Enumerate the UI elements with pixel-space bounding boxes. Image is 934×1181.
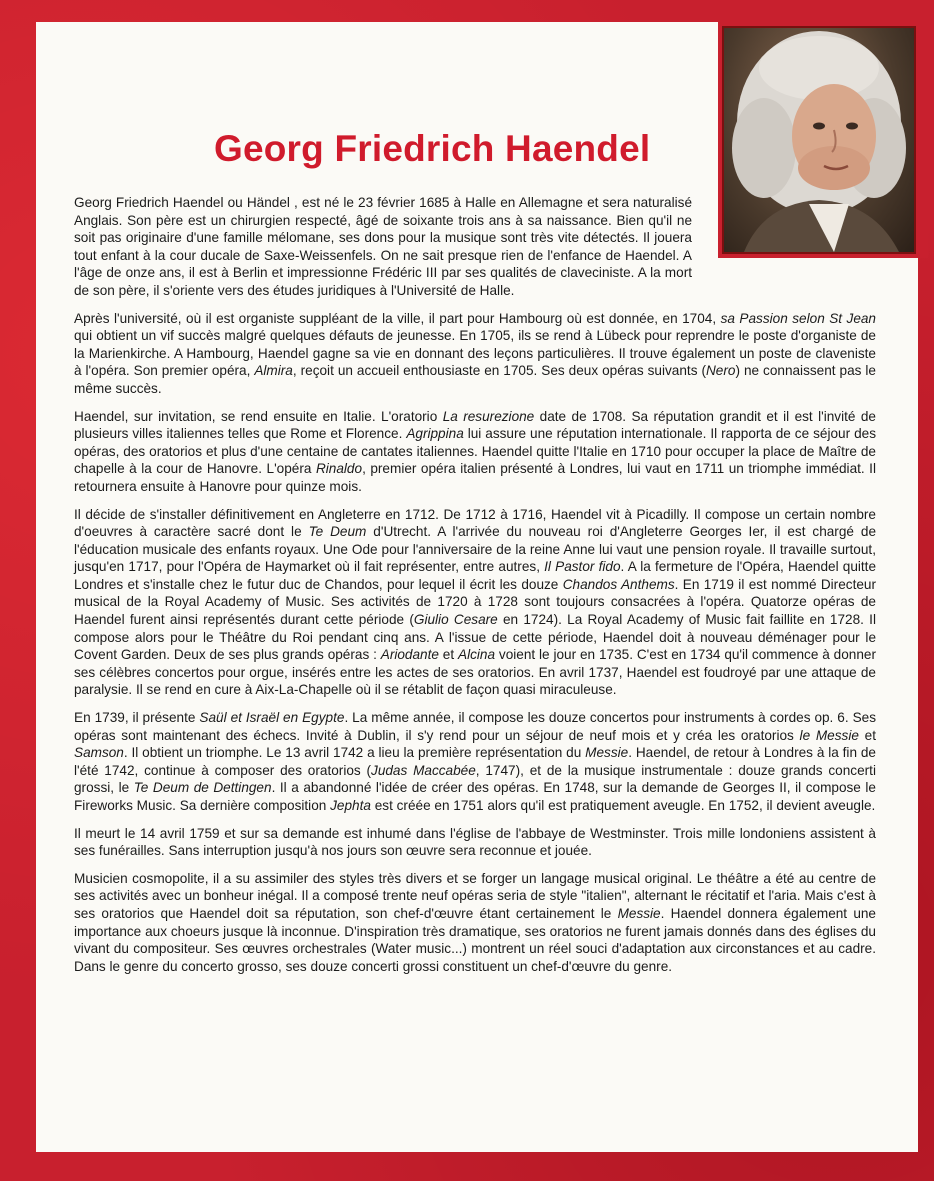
italic-text: le Messie: [799, 727, 859, 743]
text-run: est créée en 1751 alors qu'il est pratiquement aveugle. En 1752, il devient aveugle.: [370, 798, 876, 813]
text-run: et: [438, 647, 459, 663]
text-run: , 1747), et de la musique instrumentale : douze grands concerti grossi, le: [74, 762, 876, 796]
text-run: . En 1719 il est nommé Directeur musical de la Royal Academy of Music. Ses activités de 1720 à 1728 sont toujours consacrées à l'opéra. Quatorze opéras de Haendel furent ainsi représentés durant cette période (: [74, 576, 876, 628]
text-run: , reçoit un accueil enthousiaste en 1705. Ses deux opéras suivants (: [292, 363, 706, 379]
italic-text: Messie: [585, 745, 629, 761]
paragraph: [74, 870, 876, 976]
italic-text: Almira: [254, 363, 293, 379]
text-run: qui obtient un vif succès malgré quelques défauts de jeunesse. En 1705, ils se rend à Lübeck pour reprendre le poste d'organiste de la Marienkirche. A Hambourg, Haendel gagne sa vie en donnant des leçons particulières. Il trouve également un poste de claveniste à l'opéra. Son premier opéra,: [74, 328, 876, 379]
text-run: Il meurt le 14 avril 1759 et sur sa demande est inhumé dans l'église de l'abbaye de Westminster. Trois mille londoniens assistent à ses funérailles. Sans interruption jusqu'à nos jours son œuvre sera reconnue et jouée.: [74, 825, 876, 859]
text-run: lui assure une réputation internationale. Il rapporta de ce séjour des opéras, des oratorios et plus d'une centaine de cantates italiennes. Haendel quitte l'Italie en 1710 pour occuper la place de Maître de chapelle à la cour de Hanovre. L'opéra: [74, 426, 876, 477]
text-run: Après l'université, où il est organiste suppléant de la ville, il part pour Hambourg où est donnée, en 1704,: [74, 310, 721, 326]
text-run: Haendel, sur invitation, se rend ensuite en Italie. L'oratorio: [74, 408, 443, 424]
paragraph: [74, 825, 876, 860]
text-run: voient le jour en 1735. C'est en 1734 qu'il commence à donner ses célèbres concertos pour orgue, insérés entre les actes de ses oratorios. En avril 1737, Haendel est foudroyé par une attaque de paralysie. Il se rend en cure à Aix-La-Chapelle où il se rétablit de façon quasi miraculeuse.: [74, 647, 877, 698]
text-run: . Haendel, de retour à Londres à la fin de l'été 1742, continue à composer des oratorios (: [74, 745, 876, 778]
italic-text: Ariodante: [380, 647, 439, 663]
italic-text: Messie: [617, 905, 661, 921]
text-run: En 1739, il présente: [74, 710, 200, 726]
text-run: ) ne connaissent pas le même succès.: [74, 363, 876, 396]
italic-text: Agrippina: [406, 426, 464, 442]
italic-text: Te Deum de Dettingen: [133, 780, 272, 796]
italic-text: Te Deum: [308, 524, 367, 540]
paragraph: [74, 506, 876, 700]
paragraph: [74, 709, 876, 815]
italic-text: Chandos Anthems: [562, 576, 675, 592]
italic-text: Saül et Israël en Egypte: [199, 710, 345, 726]
text-run: Musicien cosmopolite, il a su assimiler des styles très divers et se forger un langage musical original. Le théâtre a été au centre de ses activités avec un bonheur inégal. Il a composé trente neuf opéras seria de style "italien", alternant le récitatif et l'aria. Mais c'est à ses oratorios que Haendel doit sa réputation, son chef-d'œuvre étant certainement le: [74, 870, 876, 921]
text-run: Georg Friedrich Haendel ou Händel , est né le 23 février 1685 à Halle en Allemagne et sera naturalisé Anglais. Son père est un chirurgien respecté, âgé de soixante trois ans à sa naissance. Bien qu'il ne soit pas originaire d'une famille mélomane, ses dons pour la musique sont très vite détectés. Il jouera tout enfant à la cour ducale de Saxe-Weissenfels. On ne sait presque rien de l'enfance de Haendel. A l'âge de onze ans, il est à Berlin et impressionne Frédéric III par ses qualités de claveciniste. A la mort de son père, il s'oriente vers des études juridiques à l'Université de Halle.: [74, 195, 692, 298]
italic-text: La resurezione: [442, 408, 535, 424]
italic-text: Judas Maccabée: [371, 762, 476, 778]
text-run: en 1724). La Royal Academy of Music fait faillite en 1728. Il compose alors pour le Théâtre du Roi pendant cinq ans. A l'issue de cette période, Haendel doit à nouveau déménager pour le Covent Garden. Deux de ses plus grands opéras :: [74, 612, 876, 663]
text-run: . Haendel donnera également une importance aux choeurs jusque là inconnue. D'inspiration très dramatique, ses oratorios ne furent jamais donnés dans des églises du vivant du compositeur. Ses œuvres orchestrales (Water music...) montrent un réel souci d'adaptation aux circonstances et au cadre. Dans le genre du concerto grosso, ses douze concerti grossi constituent un chef-d'œuvre du genre.: [74, 905, 876, 974]
page-title: Georg Friedrich Haendel: [214, 128, 651, 169]
paragraph: [74, 310, 876, 398]
text-run: et: [858, 727, 876, 743]
paragraph: [74, 408, 876, 496]
text-run: d'Utrecht. A l'arrivée du nouveau roi d'Angleterre Georges Ier, il est chargé de l'éducation musicale des enfants royaux. Une Ode pour l'anniversaire de la reine Anne lui vaut une pension royale. Il travaille surtout, jusqu'en 1717, pour l'Opéra de Haymarket où il fait représenter, entre autres,: [74, 524, 876, 575]
italic-text: sa Passion selon St Jean: [720, 310, 876, 326]
italic-text: Alcina: [458, 647, 496, 663]
italic-text: Nero: [705, 363, 736, 379]
italic-text: Samson: [74, 745, 124, 761]
portrait-float-spacer: [692, 194, 876, 282]
text-run: . Il a abandonné l'idée de créer des opéras. En 1748, sur la demande de Georges II, il compose le Fireworks Music. Sa dernière composition: [74, 780, 876, 813]
italic-text: Rinaldo: [315, 461, 363, 477]
italic-text: Il Pastor fido: [544, 559, 621, 575]
text-run: , premier opéra italien présenté à Londres, lui vaut en 1711 un triomphe immédiat. Il retournera ensuite à Hanovre pour quinze mois.: [74, 461, 876, 494]
body-text: [74, 194, 876, 985]
text-run: date de 1708. Sa réputation grandit et il est l'invité de plusieurs villes italiennes telles que Rome et Florence.: [74, 408, 876, 442]
italic-text: Jephta: [330, 798, 371, 813]
text-run: Il décide de s'installer définitivement en Angleterre en 1712. De 1712 à 1716, Haendel vit à Picadilly. Il compose un certain nombre d'oeuvres à caractère sacré dont le: [74, 506, 876, 540]
text-run: . A la fermeture de l'Opéra, Haendel quitte Londres et s'installe chez le futur duc de Chandos, pour lequel il écrit les douze: [74, 559, 877, 592]
text-run: . La même année, il compose les douze concertos pour instruments à cordes op. 6. Ses opéras sont maintenant des échecs. Invité à Dublin, il s'y rend pour un séjour de neuf mois et y créa les oratorios: [74, 710, 877, 743]
text-run: . Il obtient un triomphe. Le 13 avril 1742 a lieu la première représentation du: [123, 745, 586, 761]
italic-text: Giulio Cesare: [413, 612, 498, 628]
